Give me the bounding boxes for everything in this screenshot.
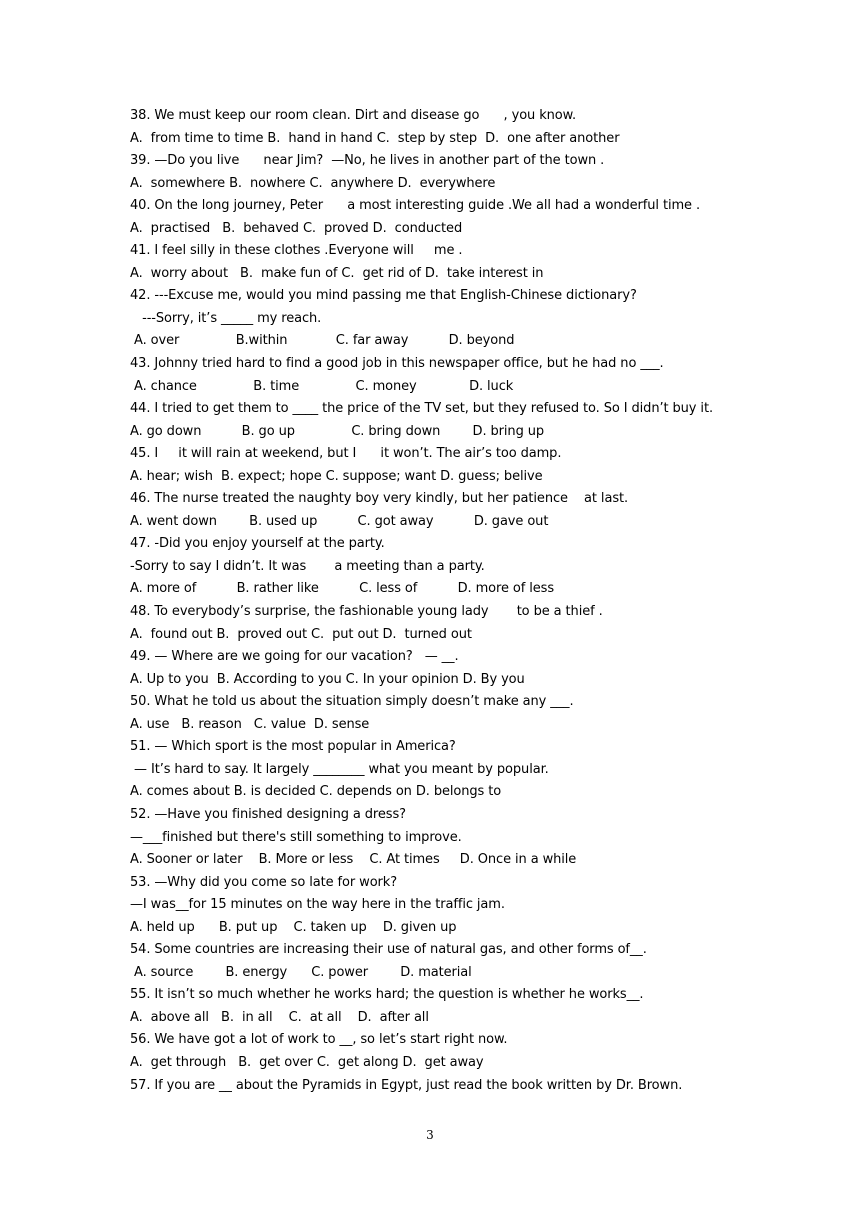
text-line: ---Sorry, it’s _____ my reach. (130, 310, 322, 326)
text-line: A. go down B. go up C. bring down D. bring up (130, 423, 545, 439)
text-line: 51. — Which sport is the most popular in America? (130, 739, 456, 755)
text-line: 57. If you are __ about the Pyramids in Egypt, just read the book written by Dr. Brown. (130, 1077, 683, 1093)
text-line: 42. ---Excuse me, would you mind passing me that English-Chinese dictionary? (130, 288, 637, 304)
text-line: 50. What he told us about the situation simply doesn’t make any ___. (130, 694, 574, 710)
text-line: A. above all B. in all C. at all D. after all (130, 1009, 429, 1025)
text-line: 48. To everybody’s surprise, the fashionable young lady to be a thief . (130, 604, 603, 620)
text-line: A. chance B. time C. money D. luck (130, 378, 514, 394)
text-line: A. Up to you B. According to you C. In your opinion D. By you (130, 671, 525, 687)
text-line: A. from time to time B. hand in hand C. step by step D. one after another (130, 130, 620, 146)
text-line: A. found out B. proved out C. put out D. turned out (130, 626, 472, 642)
text-line: A. went down B. used up C. got away D. gave out (130, 513, 549, 529)
text-line: A. over B.within C. far away D. beyond (130, 333, 515, 349)
text-line: A. Sooner or later B. More or less C. At times D. Once in a while (130, 852, 577, 868)
text-line: -Sorry to say I didn’t. It was a meeting than a party. (130, 558, 485, 574)
text-line: A. somewhere B. nowhere C. anywhere D. everywhere (130, 175, 496, 191)
text-line: 39. —Do you live near Jim? —No, he lives in another part of the town . (130, 153, 605, 169)
text-line: 56. We have got a lot of work to __, so let’s start right now. (130, 1032, 508, 1048)
text-line: 49. — Where are we going for our vacation? — __. (130, 649, 459, 665)
text-line: —___finished but there's still something to improve. (130, 829, 462, 845)
text-line: A. worry about B. make fun of C. get rid of D. take interest in (130, 265, 544, 281)
text-line: 55. It isn’t so much whether he works hard; the question is whether he works__. (130, 987, 644, 1003)
question-list (130, 105, 770, 1097)
text-line: 40. On the long journey, Peter a most interesting guide .We all had a wonderful time . (130, 198, 700, 214)
text-line: A. comes about B. is decided C. depends on D. belongs to (130, 784, 502, 800)
text-line: A. source B. energy C. power D. material (130, 964, 472, 980)
text-line: 44. I tried to get them to ____ the price of the TV set, but they refused to. So I didn’t buy it. (130, 401, 713, 417)
text-line: A. practised B. behaved C. proved D. conducted (130, 220, 463, 236)
text-line: 52. —Have you finished designing a dress? (130, 806, 406, 822)
text-line: —I was__for 15 minutes on the way here in the traffic jam. (130, 897, 505, 913)
text-line: A. use B. reason C. value D. sense (130, 716, 370, 732)
text-line: 43. Johnny tried hard to find a good job in this newspaper office, but he had no ___. (130, 356, 664, 372)
text-line: 54. Some countries are increasing their use of natural gas, and other forms of__. (130, 942, 647, 958)
text-line: A. held up B. put up C. taken up D. given up (130, 919, 457, 935)
text-line: A. more of B. rather like C. less of D. more of less (130, 581, 554, 597)
text-line: 47. -Did you enjoy yourself at the party. (130, 536, 385, 552)
text-line: 41. I feel silly in these clothes .Everyone will me . (130, 243, 463, 259)
page-number: 3 (426, 1128, 434, 1142)
text-line: A. get through B. get over C. get along D. get away (130, 1054, 484, 1070)
text-line: 38. We must keep our room clean. Dirt and disease go , you know. (130, 108, 577, 123)
text-line: — It’s hard to say. It largely ________ what you meant by popular. (130, 761, 549, 777)
text-line: 53. —Why did you come so late for work? (130, 874, 398, 890)
text-line: 46. The nurse treated the naughty boy very kindly, but her patience at last. (130, 491, 629, 507)
text-line: 45. I it will rain at weekend, but I it won’t. The air’s too damp. (130, 446, 562, 462)
text-line: A. hear; wish B. expect; hope C. suppose; want D. guess; belive (130, 468, 543, 484)
